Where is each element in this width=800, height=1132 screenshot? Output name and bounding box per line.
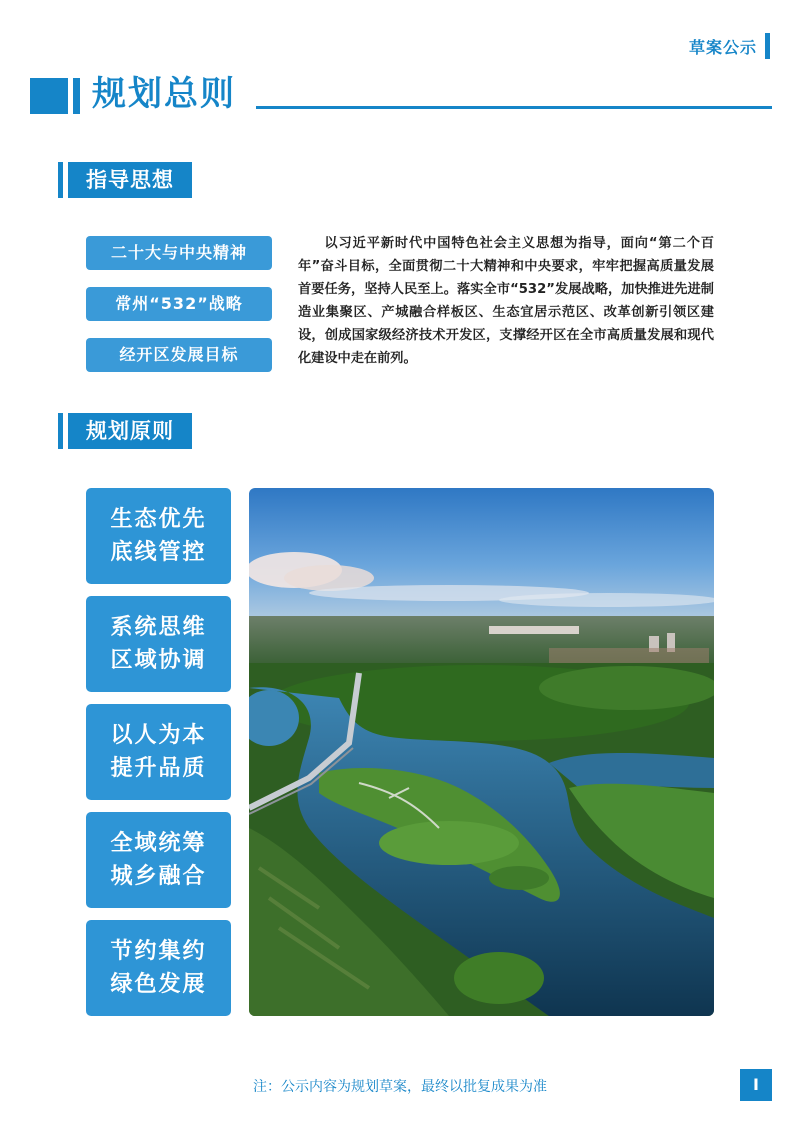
- section-heading-label: 指导思想: [68, 162, 192, 198]
- principle-line-2: 绿色发展: [110, 972, 207, 997]
- aerial-landscape-photo: [249, 488, 714, 1016]
- principle-line-1: 以人为本: [110, 723, 207, 748]
- principle-box-1: [86, 488, 231, 584]
- section-heading-principles: [58, 413, 192, 449]
- page-number: I: [740, 1069, 772, 1101]
- principle-line-1: 系统思维: [110, 615, 207, 640]
- draft-tag-bar: [765, 33, 770, 59]
- section-heading-bar: [58, 162, 63, 198]
- guiding-pill-3: 经开区发展目标: [86, 338, 272, 372]
- title-square-decoration: [30, 78, 68, 114]
- draft-tag: [689, 33, 770, 59]
- page-title: 规划总则: [92, 74, 236, 114]
- footer-note: 注：公示内容为规划草案，最终以批复成果为准: [253, 1079, 547, 1095]
- section-heading-guiding: [58, 162, 192, 198]
- principle-line-2: 底线管控: [110, 540, 207, 565]
- title-underline: [256, 106, 772, 109]
- principle-line-1: 生态优先: [110, 507, 207, 532]
- principle-box-5: [86, 920, 231, 1016]
- principle-box-4: [86, 812, 231, 908]
- page-title-block: [30, 72, 772, 116]
- principle-line-2: 提升品质: [110, 756, 207, 781]
- principle-line-1: 全域统筹: [110, 831, 207, 856]
- section-heading-bar: [58, 413, 63, 449]
- principle-line-2: 城乡融合: [110, 864, 207, 889]
- principle-box-2: [86, 596, 231, 692]
- guiding-pill-1: 二十大与中央精神: [86, 236, 272, 270]
- guiding-pill-2: 常州“532”战略: [86, 287, 272, 321]
- draft-tag-label: 草案公示: [688, 37, 757, 57]
- title-bar-decoration: [73, 78, 80, 114]
- principle-line-1: 节约集约: [110, 939, 207, 964]
- principle-box-3: [86, 704, 231, 800]
- principle-line-2: 区域协调: [110, 648, 207, 673]
- section-heading-label: 规划原则: [68, 413, 192, 449]
- guiding-paragraph: 以习近平新时代中国特色社会主义思想为指导，面向“第二个百年”奋斗目标，全面贯彻二十大精神和中央要求，牢牢把握高质量发展首要任务，坚持人民至上。落实全市“532”发展战略，加快推进先进制造业集聚区、产城融合样板区、生态宜居示范区、改革创新引领区建设，创成国家级经济技术开发区，支撑经开区在全市高质量发展和现代化建设中走在前列。: [298, 236, 714, 366]
